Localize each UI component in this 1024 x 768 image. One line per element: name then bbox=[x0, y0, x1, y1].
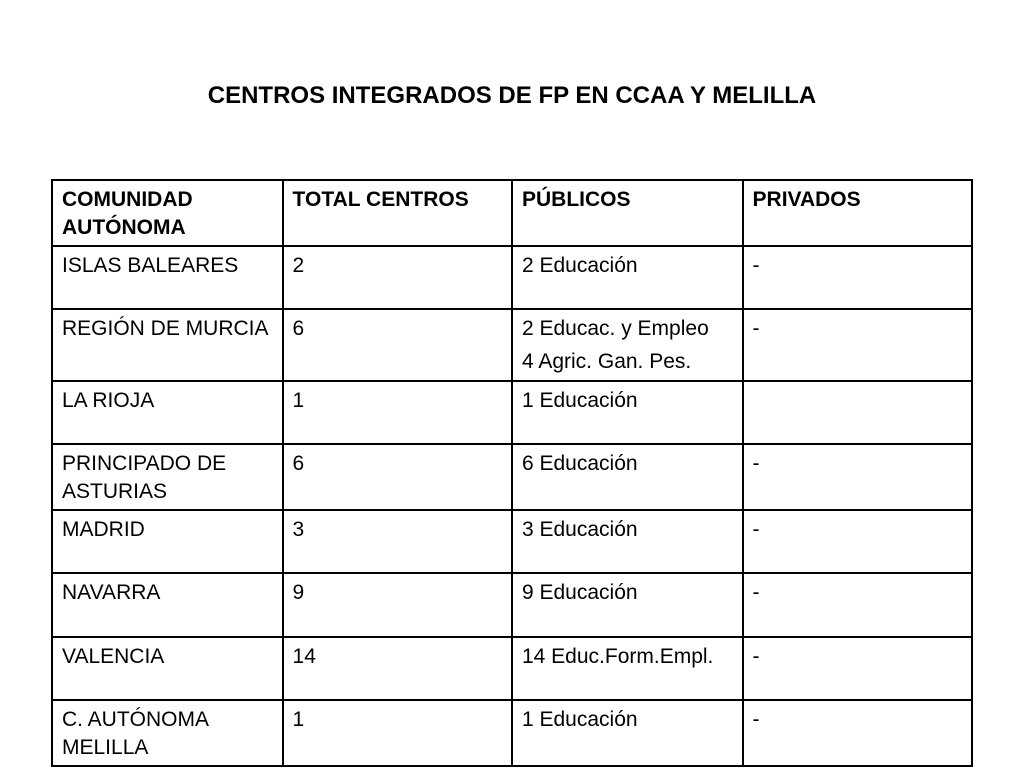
publicos-line: 3 Educación bbox=[521, 518, 638, 541]
cell-comunidad: LA RIOJA bbox=[52, 381, 283, 444]
publicos-line: 2 Educac. y Empleo bbox=[521, 317, 709, 340]
cell-comunidad: ISLAS BALEARES bbox=[52, 246, 283, 309]
header-publicos: PÚBLICOS bbox=[512, 180, 743, 246]
cell-privados: - bbox=[743, 444, 972, 510]
table-row bbox=[52, 309, 972, 381]
cell-publicos bbox=[512, 637, 743, 700]
header-comunidad: COMUNIDAD AUTÓNOMA bbox=[52, 180, 283, 246]
publicos-line: 1 Educación bbox=[521, 708, 638, 731]
cell-comunidad: REGIÓN DE MURCIA bbox=[52, 309, 283, 381]
table-row bbox=[52, 700, 972, 766]
publicos-line: 2 Educación bbox=[521, 254, 638, 277]
cell-publicos bbox=[512, 573, 743, 637]
cell-comunidad: NAVARRA bbox=[52, 573, 283, 637]
header-total: TOTAL CENTROS bbox=[283, 180, 512, 246]
cell-publicos bbox=[512, 309, 743, 381]
cell-total: 1 bbox=[283, 381, 512, 444]
table-row bbox=[52, 381, 972, 444]
publicos-line: 9 Educación bbox=[521, 581, 638, 604]
cell-comunidad: C. AUTÓNOMA MELILLA bbox=[52, 700, 283, 766]
cell-publicos bbox=[512, 381, 743, 444]
publicos-line: 14 Educ.Form.Empl. bbox=[521, 645, 714, 668]
page-title: CENTROS INTEGRADOS DE FP EN CCAA Y MELILLA bbox=[207, 82, 817, 109]
cell-total: 1 bbox=[283, 700, 512, 766]
cell-total: 3 bbox=[283, 510, 512, 573]
publicos-line: 4 Agric. Gan. Pes. bbox=[521, 350, 692, 373]
cell-total: 6 bbox=[283, 309, 512, 381]
publicos-line: 1 Educación bbox=[521, 389, 638, 412]
header-privados: PRIVADOS bbox=[743, 180, 972, 246]
table-row bbox=[52, 510, 972, 573]
cell-total: 14 bbox=[283, 637, 512, 700]
cell-total: 2 bbox=[283, 246, 512, 309]
cell-publicos bbox=[512, 510, 743, 573]
cell-publicos bbox=[512, 700, 743, 766]
table-row bbox=[52, 246, 972, 309]
cell-privados: - bbox=[743, 246, 972, 309]
cell-comunidad: PRINCIPADO DE ASTURIAS bbox=[52, 444, 283, 510]
cell-privados: - bbox=[743, 573, 972, 637]
cell-comunidad: MADRID bbox=[52, 510, 283, 573]
cell-publicos bbox=[512, 444, 743, 510]
table-header-row bbox=[52, 180, 972, 246]
cell-total: 6 bbox=[283, 444, 512, 510]
cell-privados: - bbox=[743, 637, 972, 700]
table-row bbox=[52, 637, 972, 700]
cell-publicos bbox=[512, 246, 743, 309]
cell-comunidad: VALENCIA bbox=[52, 637, 283, 700]
cell-privados: - bbox=[743, 700, 972, 766]
cell-privados: - bbox=[743, 510, 972, 573]
cell-privados bbox=[743, 381, 972, 444]
cell-total: 9 bbox=[283, 573, 512, 637]
centros-table bbox=[51, 179, 973, 767]
table-row bbox=[52, 573, 972, 637]
table-row bbox=[52, 444, 972, 510]
publicos-line: 6 Educación bbox=[521, 452, 638, 475]
cell-privados: - bbox=[743, 309, 972, 381]
